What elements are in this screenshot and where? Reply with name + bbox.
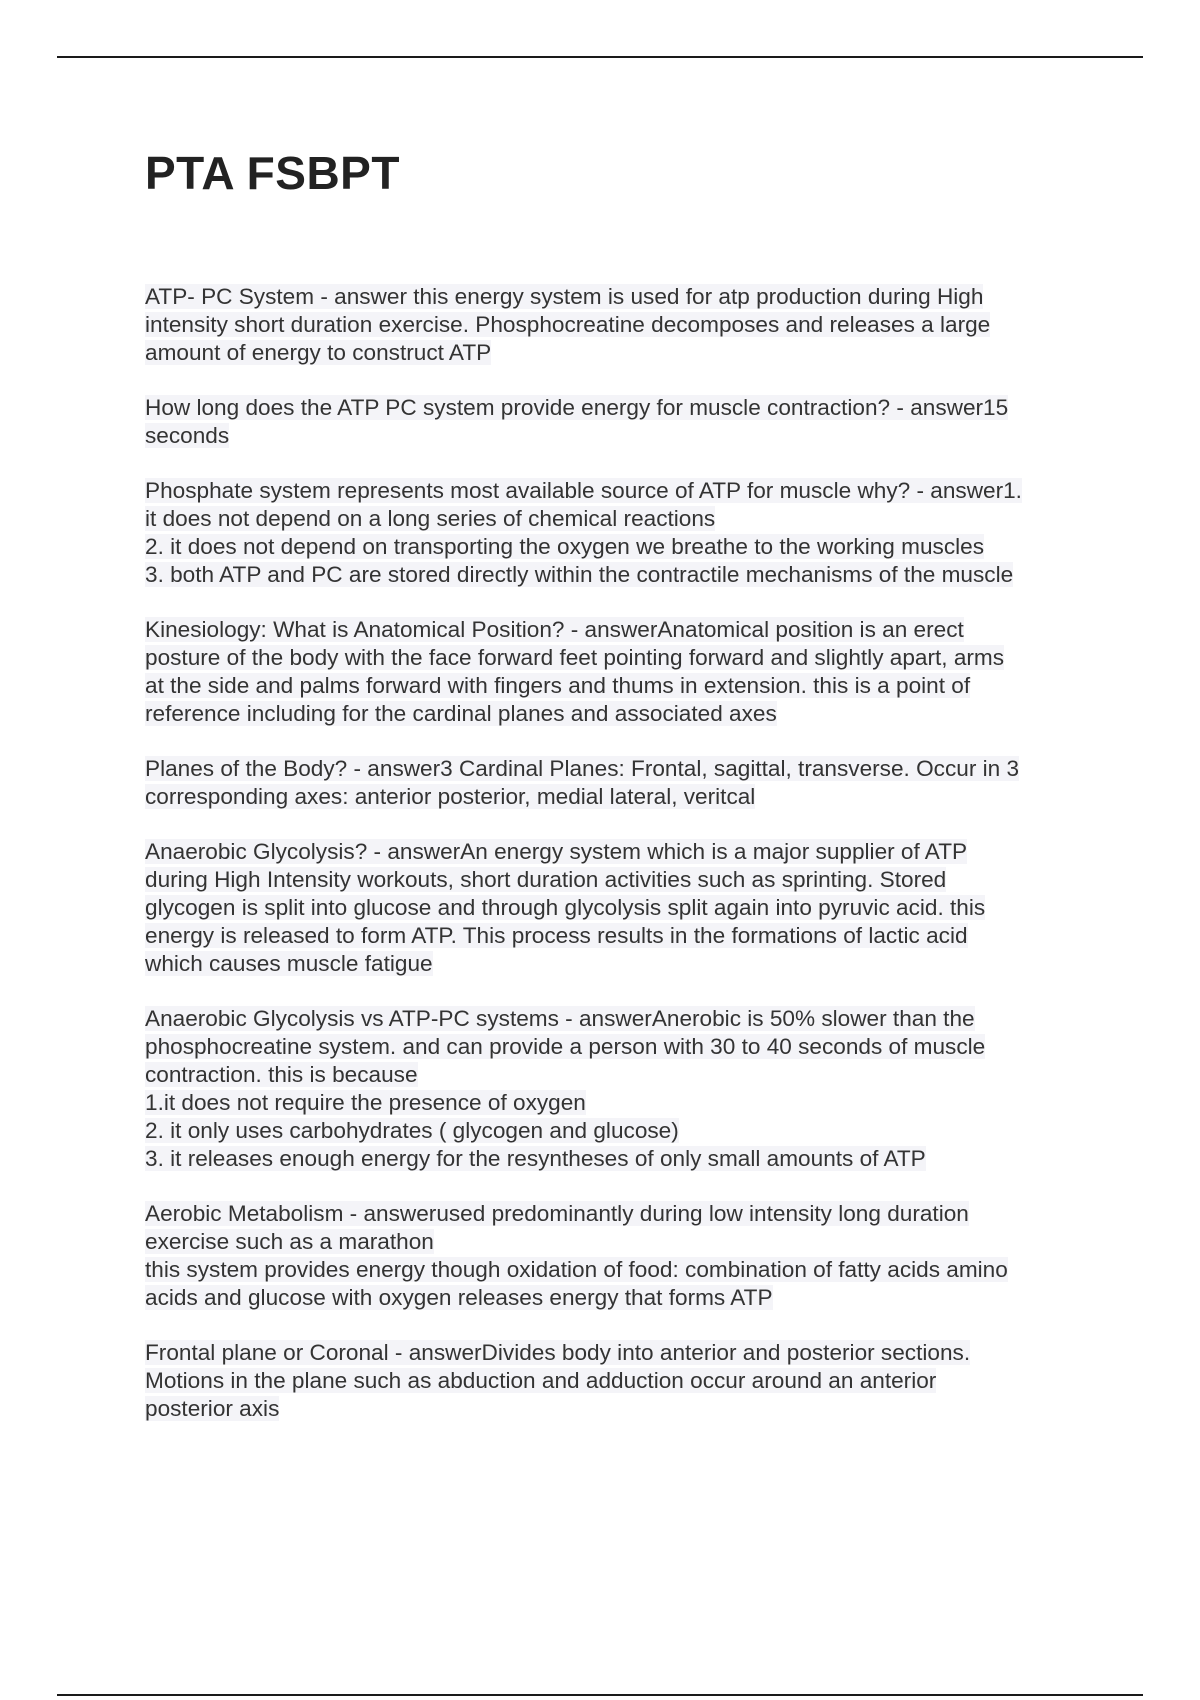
flashcard-line — [145, 1089, 1090, 1117]
flashcard-entry — [145, 394, 1090, 450]
flashcard-line — [145, 394, 1090, 422]
flashcard-text: posterior axis — [145, 1396, 280, 1421]
flashcard-text: How long does the ATP PC system provide energy for muscle contraction? - answer15 — [145, 395, 1009, 420]
flashcard-text: corresponding axes: anterior posterior, medial lateral, veritcal — [145, 784, 756, 809]
flashcard-line — [145, 894, 1090, 922]
flashcard-line — [145, 533, 1090, 561]
flashcard-text: Anaerobic Glycolysis? - answerAn energy system which is a major supplier of ATP — [145, 839, 968, 864]
flashcard-entry — [145, 838, 1090, 978]
flashcard-text: intensity short duration exercise. Phosphocreatine decomposes and releases a large — [145, 312, 991, 337]
flashcard-text: which causes muscle fatigue — [145, 951, 433, 976]
flashcard-line — [145, 1284, 1090, 1312]
flashcard-text: exercise such as a marathon — [145, 1229, 434, 1254]
flashcard-line — [145, 616, 1090, 644]
flashcard-line — [145, 866, 1090, 894]
bottom-rule — [57, 1694, 1143, 1696]
flashcard-text: 2. it does not depend on transporting the oxygen we breathe to the working muscles — [145, 534, 985, 559]
flashcard-text: reference including for the cardinal planes and associated axes — [145, 701, 777, 726]
flashcard-line — [145, 1367, 1090, 1395]
flashcard-line — [145, 644, 1090, 672]
flashcard-line — [145, 422, 1090, 450]
flashcard-line — [145, 1033, 1090, 1061]
flashcard-text: Motions in the plane such as abduction and adduction occur around an anterior — [145, 1368, 937, 1393]
flashcard-text: 1.it does not require the presence of oxygen — [145, 1090, 586, 1115]
flashcard-line — [145, 1228, 1090, 1256]
flashcard-text: during High Intensity workouts, short duration activities such as sprinting. Stored — [145, 867, 947, 892]
page-title: PTA FSBPT — [145, 147, 400, 199]
top-rule — [57, 56, 1143, 58]
flashcard-line — [145, 283, 1090, 311]
flashcard-entry — [145, 1339, 1090, 1423]
flashcard-text: Planes of the Body? - answer3 Cardinal Planes: Frontal, sagittal, transverse. Occur in 3 — [145, 756, 1020, 781]
flashcard-text: glycogen is split into glucose and through glycolysis split again into pyruvic acid. this — [145, 895, 986, 920]
flashcard-entry — [145, 616, 1090, 728]
flashcard-entry — [145, 755, 1090, 811]
flashcard-entry — [145, 1200, 1090, 1312]
flashcard-text: at the side and palms forward with fingers and thums in extension. this is a point of — [145, 673, 971, 698]
flashcard-text: 2. it only uses carbohydrates ( glycogen and glucose) — [145, 1118, 679, 1143]
flashcard-text: phosphocreatine system. and can provide a person with 30 to 40 seconds of muscle — [145, 1034, 986, 1059]
flashcard-text: Phosphate system represents most available source of ATP for muscle why? - answer1. — [145, 478, 1022, 503]
flashcard-text: posture of the body with the face forward feet pointing forward and slightly apart, arms — [145, 645, 1005, 670]
flashcard-text: contraction. this is because — [145, 1062, 418, 1087]
flashcard-line — [145, 1200, 1090, 1228]
flashcard-line — [145, 1395, 1090, 1423]
flashcard-text: 3. it releases enough energy for the resyntheses of only small amounts of ATP — [145, 1146, 926, 1171]
flashcard-line — [145, 1339, 1090, 1367]
flashcard-text: acids and glucose with oxygen releases energy that forms ATP — [145, 1285, 773, 1310]
flashcard-line — [145, 755, 1090, 783]
flashcard-line — [145, 783, 1090, 811]
flashcard-line — [145, 1145, 1090, 1173]
flashcard-line — [145, 1256, 1090, 1284]
flashcard-text: Kinesiology: What is Anatomical Position? - answerAnatomical position is an erect — [145, 617, 964, 642]
flashcard-entry — [145, 283, 1090, 367]
flashcard-text: seconds — [145, 423, 230, 448]
flashcard-line — [145, 1061, 1090, 1089]
flashcard-line — [145, 561, 1090, 589]
flashcard-line — [145, 339, 1090, 367]
flashcard-text: it does not depend on a long series of chemical reactions — [145, 506, 716, 531]
flashcard-line — [145, 922, 1090, 950]
flashcard-line — [145, 672, 1090, 700]
flashcard-text: 3. both ATP and PC are stored directly within the contractile mechanisms of the muscle — [145, 562, 1014, 587]
flashcard-text: Frontal plane or Coronal - answerDivides body into anterior and posterior sections. — [145, 1340, 971, 1365]
flashcard-entry — [145, 477, 1090, 589]
flashcard-line — [145, 505, 1090, 533]
flashcard-line — [145, 838, 1090, 866]
flashcard-text: ATP- PC System - answer this energy system is used for atp production during High — [145, 284, 984, 309]
flashcard-line — [145, 477, 1090, 505]
flashcard-line — [145, 950, 1090, 978]
flashcard-list — [145, 283, 1090, 1450]
flashcard-line — [145, 700, 1090, 728]
flashcard-text: Anaerobic Glycolysis vs ATP-PC systems - answerAnerobic is 50% slower than the — [145, 1006, 975, 1031]
flashcard-line — [145, 1117, 1090, 1145]
flashcard-line — [145, 311, 1090, 339]
flashcard-text: this system provides energy though oxidation of food: combination of fatty acids amino — [145, 1257, 1008, 1282]
flashcard-text: energy is released to form ATP. This process results in the formations of lactic acid — [145, 923, 968, 948]
flashcard-line — [145, 1005, 1090, 1033]
flashcard-text: Aerobic Metabolism - answerused predominantly during low intensity long duration — [145, 1201, 969, 1226]
flashcard-text: amount of energy to construct ATP — [145, 340, 492, 365]
flashcard-entry — [145, 1005, 1090, 1173]
